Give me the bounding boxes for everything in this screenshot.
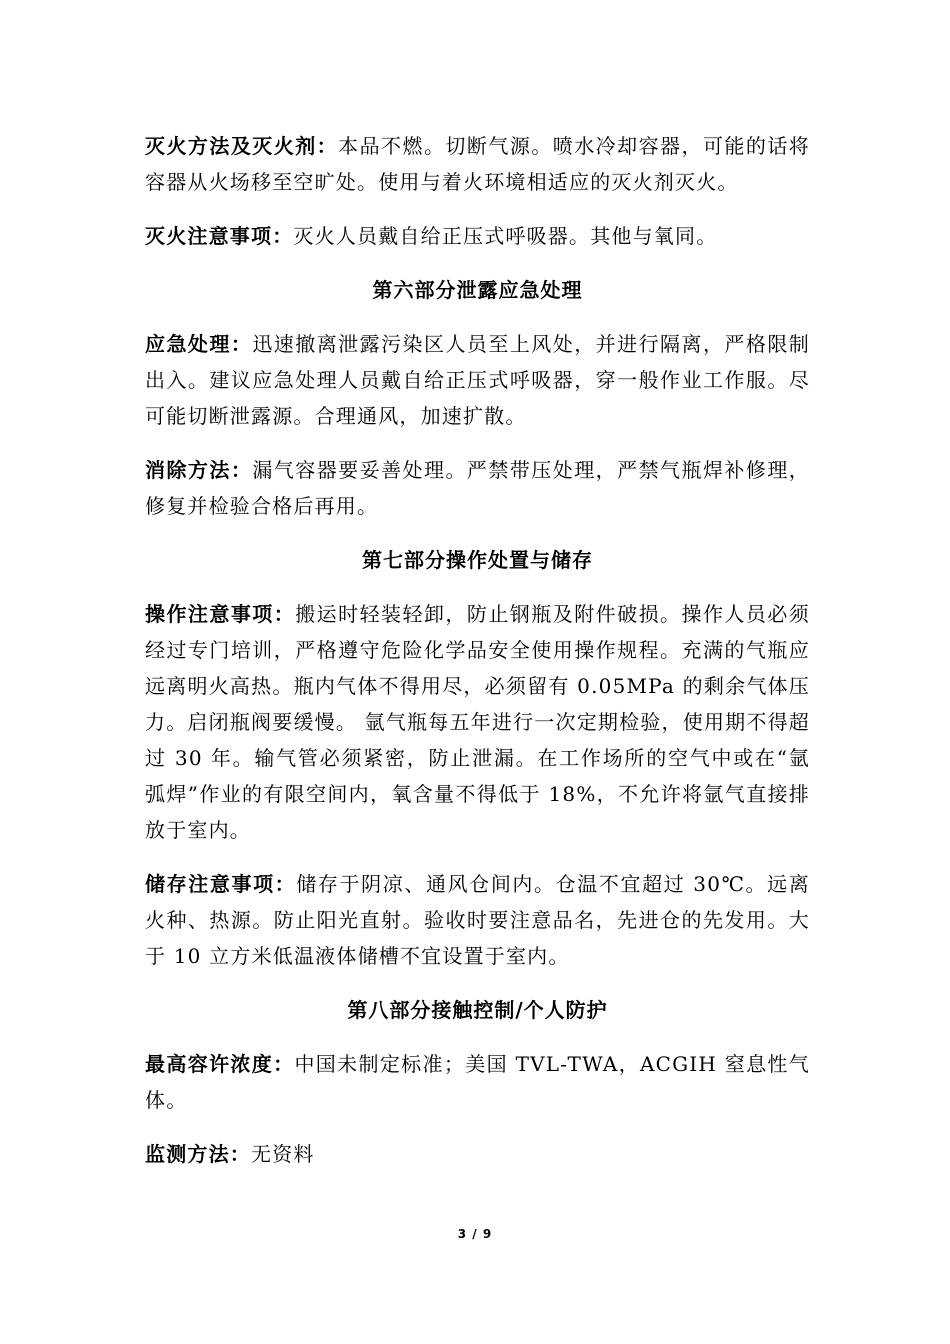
paragraph-label: 储存注意事项： (145, 872, 297, 896)
paragraph-text: 中国未制定标准；美国 TVL-TWA，ACGIH 窒息性气体。 (145, 1052, 810, 1112)
paragraph-label: 消除方法： (145, 458, 253, 482)
paragraph-text: 漏气容器要妥善处理。严禁带压处理，严禁气瓶焊补修理，修复并检验合格后再用。 (145, 458, 811, 518)
paragraph-label: 灭火方法及灭火剂： (145, 134, 339, 158)
paragraph-label: 操作注意事项： (145, 602, 296, 626)
paragraph-storage-notes (145, 866, 810, 974)
paragraph-text: 本品不燃。切断气源。喷水冷却容器，可能的话将容器从火场移至空旷处。使用与着火环境相适应的灭火剂灭火。 (145, 134, 810, 194)
section-heading-part-7: 第七部分操作处置与储存 (362, 548, 593, 572)
paragraph-text: 无资料 (251, 1142, 315, 1166)
paragraph-handling-notes (145, 596, 810, 848)
page-number: 3 / 9 (457, 1227, 493, 1241)
paragraph-label: 灭火注意事项： (145, 224, 294, 248)
paragraph-extinguishing-methods (145, 128, 810, 200)
paragraph-label: 应急处理： (145, 332, 253, 356)
paragraph-label: 监测方法： (145, 1142, 251, 1166)
document-body (145, 128, 810, 1190)
paragraph-emergency-response (145, 326, 810, 434)
paragraph-monitoring-methods (145, 1136, 810, 1172)
section-heading-part-6: 第六部分泄露应急处理 (372, 278, 583, 302)
paragraph-text: 储存于阴凉、通风仓间内。仓温不宜超过 30℃。远离火种、热源。防止阳光直射。验收时要注意品名，先进仓的先发用。大于 10 立方米低温液体储槽不宜设置于室内。 (145, 872, 810, 968)
paragraph-firefighting-notes (145, 218, 810, 254)
paragraph-text: 搬运时轻装轻卸，防止钢瓶及附件破损。操作人员必须经过专门培训，严格遵守危险化学品安全使用操作规程。充满的气瓶应远离明火高热。瓶内气体不得用尽，必须留有 0.05MPa 的剩余气体压力。启闭瓶阀要缓慢。 氩气瓶每五年进行一次定期检验，使用期不得超过 30 年。输气管必须紧密，防止泄漏。在工作场所的空气中或在“氩弧焊”作业的有限空间内，氧含量不得低于 18%，不允许将氩气直接排放于室内。 (145, 602, 810, 842)
paragraph-max-allowable-concentration (145, 1046, 810, 1118)
section-heading-part-8: 第八部分接触控制/个人防护 (347, 998, 608, 1022)
paragraph-elimination-methods (145, 452, 810, 524)
paragraph-text: 灭火人员戴自给正压式呼吸器。其他与氧同。 (293, 224, 718, 248)
paragraph-label: 最高容许浓度： (145, 1052, 295, 1076)
paragraph-text: 迅速撤离泄露污染区人员至上风处，并进行隔离，严格限制出入。建议应急处理人员戴自给正压式呼吸器，穿一般作业工作服。尽可能切断泄露源。合理通风，加速扩散。 (145, 332, 811, 428)
